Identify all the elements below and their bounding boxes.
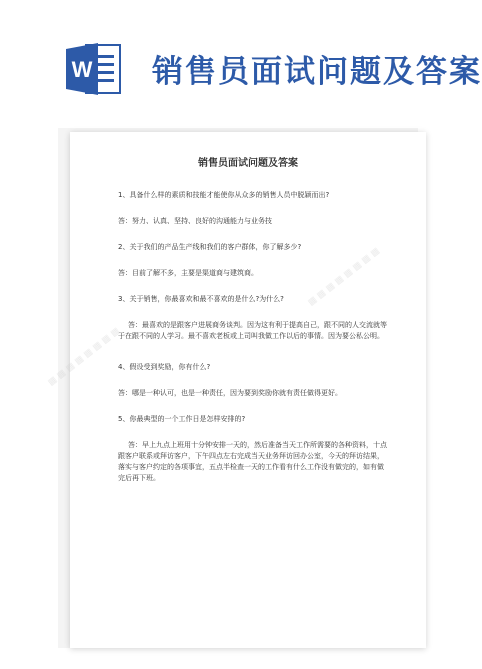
word-document-icon — [64, 39, 124, 99]
answer-2: 答：目前了解不多，主要是渠道商与建筑商。 — [118, 269, 258, 277]
watermark-left: ▦ ▦ ▦ ▦ ▦ ▦ ▦ ▦ — [46, 325, 122, 389]
question-1: 1、具备什么样的素质和技能才能使你从众多的销售人员中脱颖而出? — [118, 191, 330, 199]
question-2: 2、关于我们的产品生产线和我们的客户群体，你了解多少? — [118, 243, 302, 251]
word-icon-letter: W — [71, 57, 93, 82]
banner — [0, 0, 482, 118]
banner-title: 销售员面试问题及答案 — [152, 54, 482, 90]
answer-1: 答：努力、认真、坚持、良好的沟通能力与业务技 — [118, 217, 272, 225]
question-3: 3、关于销售，你最喜欢和最不喜欢的是什么?为什么? — [118, 295, 284, 303]
document-page — [46, 132, 426, 648]
document-title: 销售员面试问题及答案 — [198, 158, 298, 169]
question-4: 4、假设受到奖励，你有什么? — [118, 363, 211, 371]
watermark-right: ▦ ▦ ▦ ▦ ▦ ▦ ▦ ▦ — [306, 245, 382, 309]
answer-4: 答：哪是一种认可，也是一种责任，因为要到奖励你就有责任做得更好。 — [118, 389, 342, 397]
answer-5: 答：早上九点上班用十分钟安排一天的，然后准备当天工作所需要的各种资料，十点跟客户联系或拜访客户，下午四点左右完成当天业务拜访回办公室，今天的拜访结果，落实与客户约定的各项事宜，五点半检查一天的工作看有什么工作没有做完的，如有做完后再下班。 — [118, 441, 387, 482]
answer-3: 答：最喜欢的是跟客户进展商务谈判。因为这有利于提高自己，跟不同的人交流就等于在跟不同的人学习。最不喜欢老板或上司叫我做工作以后的事情。因为要公私公明。 — [118, 321, 387, 340]
question-5: 5、你最典型的一个工作日是怎样安排的? — [118, 415, 246, 423]
